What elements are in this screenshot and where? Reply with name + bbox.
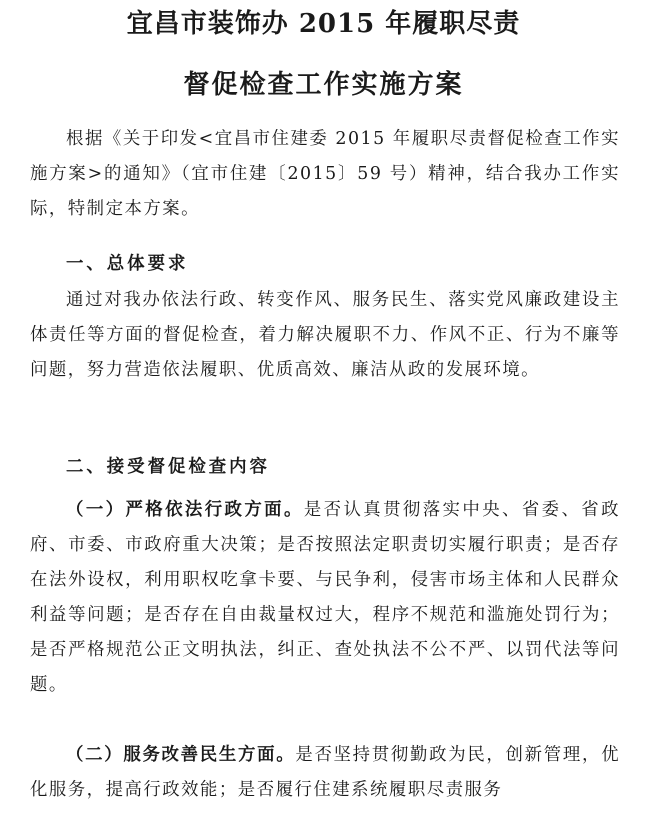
- section-1-heading: 一、总体要求: [66, 254, 189, 274]
- section-2-item-1: [30, 493, 620, 703]
- section-2-heading: 二、接受督促检查内容: [66, 457, 270, 477]
- section-2-item-2: [30, 738, 620, 808]
- item-2-body: 是否坚持贯彻勤政为民，创新管理，优化服务，提高行政效能；是否履行住建系统履职尽责服务: [30, 745, 620, 800]
- item-2-lead: （二）服务改善民生方面。: [66, 745, 296, 765]
- section-1-body: 通过对我办依法行政、转变作风、服务民生、落实党风廉政建设主体责任等方面的督促检查，着力解决履职不力、作风不正、行为不廉等问题，努力营造依法履职、优质高效、廉洁从政的发展环境。: [30, 290, 620, 380]
- title-line-1: 宜昌市装饰办 2015 年履职尽责: [126, 9, 521, 39]
- item-1-body: 是否认真贯彻落实中央、省委、省政府、市委、市政府重大决策；是否按照法定职责切实履行职责；是否存在法外设权，利用职权吃拿卡要、与民争利，侵害市场主体和人民群众利益等问题；是否存在自由裁量权过大，程序不规范和滥施处罚行为；是否严格规范公正文明执法，纠正、查处执法不公不严、以罚代法等问题。: [30, 500, 620, 695]
- intro-paragraph: 根据《关于印发<宜昌市住建委 2015 年履职尽责督促检查工作实施方案>的通知》（宜市住建〔2015〕59 号）精神，结合我办工作实际，特制定本方案。: [30, 129, 620, 219]
- item-1-lead: （一）严格依法行政方面。: [66, 500, 304, 520]
- title-line-2: 督促检查工作实施方案: [183, 70, 464, 100]
